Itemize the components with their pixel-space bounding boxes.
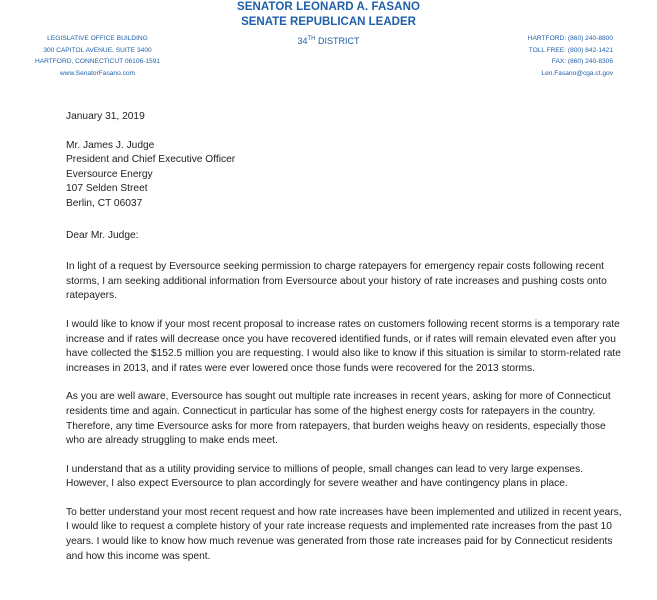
recipient-address	[66, 139, 626, 212]
paragraph-2: I would like to know if your most recent proposal to increase rates on customers following recent storms is a temporary rate increase and if rates will decrease once you have recovered identified funds, or if rates will remain elevated even after you have collected the $152.5 million you are requesting. I would also like to know if this situation is similar to storm-related rate increases in 2013, and if rates were ever lowered once those funds were recovered for the 2013 storms.	[66, 318, 621, 374]
recipient-company: Eversource Energy	[66, 168, 153, 180]
email-link[interactable]: Len.Fasano@cga.ct.gov	[541, 69, 613, 77]
website-link[interactable]: www.SenatorFasano.com	[59, 69, 136, 77]
letter-date: January 31, 2019	[66, 111, 145, 122]
office-building: LEGISLATIVE OFFICE BUILDING	[47, 35, 148, 42]
hartford-phone: HARTFORD: (860) 240-8800	[527, 35, 613, 42]
office-street: 300 CAPITOL AVENUE, SUITE 3400	[43, 46, 152, 54]
district-number: 34	[297, 36, 308, 46]
toll-free-phone: TOLL FREE: (800) 842-1421	[528, 46, 613, 54]
contact-block	[473, 33, 613, 79]
paragraph-4: I understand that as a utility providing service to millions of people, small changes can lead to very large expenses. However, I also expect Eversource to plan accordingly for severe weather and have contingency plans in place.	[66, 463, 584, 490]
district-word: DISTRICT	[318, 36, 360, 46]
salutation: Dear Mr. Judge:	[66, 229, 139, 241]
district-suffix: TH	[307, 36, 316, 42]
recipient-city: Berlin, CT 06037	[66, 197, 143, 209]
paragraph-3: As you are well aware, Eversource has sought out multiple rate increases in recent years, asking for more of Connecticut residents time and again. Connecticut in particular has some of the highest energy costs for ratepayers in the country. Therefore, any time Eversource asks for more from ratepayers, that burden weighs heavy on residents, especially those who are already struggling to make ends meet.	[66, 391, 611, 447]
recipient-street: 107 Selden Street	[66, 183, 148, 195]
senator-title: SENATE REPUBLICAN LEADER	[241, 16, 416, 28]
senator-name: SENATOR LEONARD A. FASANO	[236, 1, 421, 13]
office-address-block	[30, 33, 165, 79]
paragraph-1: In light of a request by Eversource seeking permission to charge ratepayers for emergency repair costs following recent storms, I am seeking additional information from Eversource about your history of rate increases and pushing costs onto ratepayers.	[66, 261, 607, 302]
letterhead	[0, 0, 657, 90]
recipient-name: Mr. James J. Judge	[66, 139, 155, 151]
paragraph-5: To better understand your most recent request and how rate increases have been implemented and utilized in recent years, I would like to request a complete history of your rate increase requests and implemented rate increases from the past 10 years. I would like to know how much revenue was generated from those rate increases paid for by Connecticut residents and how this income was spent.	[66, 506, 622, 562]
recipient-title: President and Chief Executive Officer	[66, 154, 236, 166]
fax-number: FAX: (860) 240-8306	[551, 58, 613, 66]
letter-body	[66, 110, 626, 578]
office-city: HARTFORD, CONNECTICUT 06106-1591	[34, 58, 161, 66]
